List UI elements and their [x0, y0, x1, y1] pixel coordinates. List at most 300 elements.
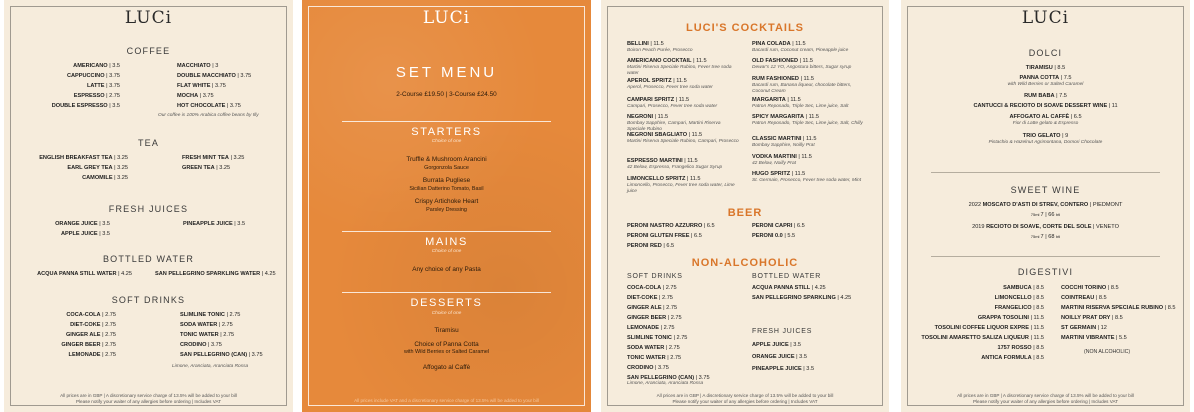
- menu-item: [4, 220, 110, 228]
- dessert-item: Tiramisu: [434, 327, 459, 334]
- soft-drinks-heading: SOFT DRINKS: [627, 273, 683, 280]
- item-name: VODKA MARTINI: [752, 154, 797, 160]
- item-price: | 11.5: [804, 114, 820, 120]
- item-name: RUM FASHIONED: [752, 76, 799, 82]
- menu-item: [901, 304, 1044, 312]
- item-name: PERONI CAPRI: [752, 223, 793, 229]
- item-name: LATTE: [86, 83, 105, 89]
- starters-choice: Choice of one: [431, 139, 462, 144]
- item-price: | 8.5: [1031, 285, 1044, 291]
- dessert-item: [901, 102, 1190, 110]
- starters-heading: STARTERS: [411, 126, 482, 138]
- cocktail-ingredients: 42 Below, Noilly Prat: [752, 161, 796, 166]
- menu-item: [752, 365, 814, 373]
- brand-logo: LUCi: [422, 8, 471, 28]
- cocktail-ingredients: St. Germain, Prosecco, Fever tree soda water, Mint: [752, 178, 862, 183]
- menu-item: [4, 321, 116, 329]
- menu-item: [901, 354, 1044, 362]
- item-name: PINA COLADA: [752, 41, 791, 47]
- item-name: SLIMLINE TONIC: [627, 335, 672, 341]
- item-price: | 6.5: [1069, 114, 1082, 120]
- item-name: CAMPARI SPRITZ: [627, 97, 675, 103]
- item-name: LIMONCELLO SPRITZ: [627, 176, 686, 182]
- item-name: GINGER ALE: [65, 332, 101, 338]
- menu-item: [4, 154, 128, 162]
- menu-item: [4, 270, 132, 278]
- cocktail-ingredients: Dewar's 12 YO, Angostura bitters, Sugar syrup: [752, 65, 852, 70]
- menu-page-desserts: [901, 0, 1190, 412]
- item-name: TONIC WATER: [180, 332, 219, 338]
- item-price: | 2.75: [666, 315, 682, 321]
- item-price: | 8.5: [1106, 285, 1119, 291]
- item-name: PERONI RED: [627, 243, 662, 249]
- dessert-item: [901, 92, 1190, 100]
- item-name: SAN PELLEGRINO SPARKLING WATER: [155, 271, 261, 277]
- item-name: COINTREAU: [1061, 295, 1095, 301]
- glass-price: 7 |: [1040, 212, 1049, 218]
- item-name: NEGRONI SBAGLIATO: [627, 132, 688, 138]
- item-name: 1757 ROSSO: [997, 345, 1032, 351]
- item-price: | 11.5: [1028, 325, 1044, 331]
- glass-label: 75ml: [1030, 212, 1041, 217]
- item-name: APEROL SPRITZ: [627, 78, 672, 84]
- item-price: | 11.5: [671, 78, 687, 84]
- menu-item: [627, 232, 702, 240]
- footer-line-1: All prices are in GBP | A discretionary service charge of 13.5% will be added to your bill: [60, 393, 237, 398]
- item-price: | 2.75: [657, 295, 673, 301]
- dessert-item: Affogato al Caffè: [422, 364, 471, 371]
- cocktail-item: [752, 153, 812, 161]
- menu-item: [4, 102, 120, 110]
- item-name: FRESH MINT TEA: [182, 155, 229, 161]
- desserts-heading: DESSERTS: [410, 297, 483, 309]
- dolci-heading: DOLCI: [1028, 48, 1063, 58]
- item-name: SAN PELLEGRINO (CAN): [180, 352, 248, 358]
- menu-item: [183, 220, 245, 228]
- beer-heading: BEER: [727, 207, 763, 219]
- dessert-item: [901, 74, 1190, 82]
- item-price: | 8.5: [1163, 305, 1176, 311]
- dessert-description: Fior di Latte gelato & Espresso: [1012, 121, 1079, 126]
- wine-region: | VENETO: [1091, 224, 1119, 230]
- item-price: | 5.5: [782, 233, 796, 239]
- item-price: | 2.75: [104, 93, 120, 99]
- cocktail-item: [752, 75, 814, 83]
- digestivi-note: (NON ALCOHOLIC): [1084, 349, 1131, 355]
- cocktail-item: [752, 96, 801, 104]
- item-name: DOUBLE MACCHIATO: [177, 73, 236, 79]
- item-name: ST GERMAIN: [1061, 325, 1097, 331]
- bottle-price: 68: [1048, 234, 1056, 240]
- item-name: AMERICANO COCKTAIL: [627, 58, 692, 64]
- item-price: | 11: [1107, 103, 1118, 109]
- item-price: | 3.75: [247, 352, 263, 358]
- cocktail-ingredients: Aperol, Prosecco, Fever tree soda water: [627, 85, 713, 90]
- divider: [342, 292, 551, 293]
- dessert-item: [901, 132, 1190, 140]
- fresh-juices-heading: FRESH JUICES: [752, 328, 813, 335]
- menu-item: [182, 154, 244, 162]
- menu-item: [627, 354, 681, 362]
- mains-heading: MAINS: [425, 236, 468, 248]
- menu-item: [752, 284, 826, 292]
- item-name: PINEAPPLE JUICE: [183, 221, 233, 227]
- menu-item: [4, 331, 116, 339]
- cocktail-item: [752, 113, 819, 121]
- dessert-item: [901, 113, 1190, 121]
- mains-choice: Choice of one: [431, 249, 462, 254]
- menu-item: [1061, 294, 1179, 302]
- cocktail-item: [627, 40, 664, 48]
- menu-item: [4, 341, 116, 349]
- item-name: SLIMLINE TONIC: [180, 312, 225, 318]
- item-price: | 2.75: [218, 332, 235, 338]
- cocktail-item: [627, 113, 668, 121]
- item-price: | 3.5: [97, 221, 110, 227]
- soft-note: Limone, Aranciata, Aranciata Rossa: [627, 381, 704, 386]
- item-name: CRODINO: [180, 342, 207, 348]
- bottle-price: 66: [1048, 212, 1056, 218]
- item-price: | 11.5: [796, 154, 812, 160]
- item-name: TOSOLINI AMARETTO SALIZA LIQUEUR: [921, 335, 1029, 341]
- item-price: | 6.5: [702, 223, 715, 229]
- item-price: | 8.5: [1031, 355, 1044, 361]
- set-menu-footer: All prices include VAT and a discretionary service charge of 13.5% will be added to your bill: [354, 398, 539, 403]
- menu-item: [901, 314, 1044, 322]
- starter-item: Crispy Artichoke Heart: [414, 198, 479, 205]
- menu-page-cocktails: [601, 0, 889, 412]
- mains-item: Any choice of any Pasta: [412, 266, 481, 273]
- menu-item: [627, 314, 682, 322]
- item-name: CAMOMILE: [82, 175, 113, 181]
- item-price: | 8.5: [1110, 315, 1123, 321]
- cocktail-item: [752, 40, 806, 48]
- menu-item: [4, 174, 128, 182]
- item-name: GINGER BEER: [61, 342, 101, 348]
- menu-item: [901, 324, 1044, 332]
- item-price: | 2.75: [659, 325, 675, 331]
- item-price: | 3.5: [107, 103, 120, 109]
- menu-item: [155, 270, 276, 278]
- cocktail-ingredients: Boiron Peach Purée, Prosecco: [627, 48, 693, 53]
- item-price: | 6.5: [689, 233, 702, 239]
- tea-heading: TEA: [137, 138, 160, 148]
- sweet-wine-prices: [901, 211, 1190, 219]
- coffee-note: Our coffee is 100% Arabica coffee beans by Illy: [158, 113, 259, 118]
- footer-line-1: All prices are in GBP | A discretionary service charge of 13.5% will be added to your bill: [656, 393, 834, 398]
- item-price: | 4.25: [260, 271, 276, 277]
- item-price: | 2.75: [217, 322, 233, 328]
- menu-item: [177, 72, 251, 80]
- cocktail-ingredients: Bacardi rum, Coconut cream, Pineapple juice: [752, 48, 849, 53]
- item-name: PERONI GLUTEN FREE: [627, 233, 690, 239]
- menu-item: [752, 232, 795, 240]
- menu-item: [901, 284, 1044, 292]
- item-name: TOSOLINI COFFEE LIQUOR EXPRE: [934, 325, 1029, 331]
- item-name: COCA-COLA: [66, 312, 101, 318]
- item-name: APPLE JUICE: [752, 342, 789, 348]
- cocktail-ingredients: Martini Riserva Speciale Rubino, Campari, Prosecco: [627, 139, 739, 144]
- divider: [342, 231, 551, 232]
- starter-item: Truffle & Mushroom Arancini: [406, 156, 487, 163]
- item-name: COCCHI TORINO: [1061, 285, 1107, 291]
- starter-description: Gorgonzola Sauce: [424, 165, 469, 171]
- item-price: | 3.75: [210, 83, 226, 89]
- dessert-item: Choice of Panna Cotta: [414, 341, 479, 348]
- water-heading: BOTTLED WATER: [102, 254, 195, 264]
- item-price: | 11.5: [798, 58, 814, 64]
- item-name: DIET-COKE: [627, 295, 658, 301]
- item-price: | 11.5: [653, 114, 669, 120]
- item-name: EARL GREY TEA: [67, 165, 113, 171]
- item-price: | 3.75: [104, 83, 120, 89]
- item-name: MACCHIATO: [177, 63, 211, 69]
- starter-description: Sicilian Datterino Tomato, Basil: [409, 186, 484, 192]
- item-price: | 2.75: [661, 285, 677, 291]
- item-price: | 11.5: [687, 132, 703, 138]
- item-price: | 5.5: [1114, 335, 1127, 341]
- menu-item: [1061, 314, 1179, 322]
- menu-item: [901, 294, 1044, 302]
- wine-year: 2019: [972, 224, 987, 230]
- bottle-label: btl: [1056, 212, 1061, 217]
- item-price: | 3.25: [112, 155, 128, 161]
- footer-line-2: Please notify your waiter of any allergies before ordering | Includes VAT: [972, 399, 1119, 404]
- item-price: | 11.5: [648, 41, 664, 47]
- glass-price: 7 |: [1040, 234, 1049, 240]
- item-name: BELLINI: [627, 41, 649, 47]
- brand-logo: LUCi: [124, 8, 173, 28]
- item-price: | 3.25: [228, 155, 245, 161]
- item-name: NEGRONI: [627, 114, 654, 120]
- footer-line-1: All prices are in GBP | A discretionary service charge of 13.5% will be added to your bill: [957, 393, 1134, 398]
- item-price: | 7.5: [1059, 75, 1072, 81]
- item-name: CRODINO: [627, 365, 654, 371]
- item-name: ANTICA FORMULA: [981, 355, 1032, 361]
- cocktail-item: [627, 77, 687, 85]
- item-price: | 3.75: [206, 342, 222, 348]
- footer-line-2: Please notify your waiter of any allergies before ordering | Includes VAT: [672, 399, 818, 404]
- menu-item: [1061, 284, 1179, 292]
- menu-item: [177, 92, 214, 100]
- item-price: | 2.75: [100, 342, 116, 348]
- item-name: GINGER BEER: [627, 315, 667, 321]
- cocktail-ingredients: Campari, Prosecco, Fever tree soda water: [627, 104, 718, 109]
- item-price: | 11.5: [801, 136, 817, 142]
- menu-item: [180, 351, 263, 359]
- item-name: ENGLISH BREAKFAST TEA: [39, 155, 113, 161]
- item-price: | 3.25: [214, 165, 231, 171]
- item-price: | 3.25: [112, 165, 128, 171]
- set-menu-title: SET MENU: [395, 64, 498, 81]
- item-price: | 2.75: [661, 305, 678, 311]
- cocktail-item: [627, 96, 689, 104]
- item-name: PINEAPPLE JUICE: [752, 366, 802, 372]
- dessert-description: with Wild Berries or Salted Caramel: [403, 349, 490, 355]
- bottled-water-heading: BOTTLED WATER: [752, 273, 822, 280]
- menu-item: [177, 82, 226, 90]
- soft-note: Limone, Aranciata, Aranciata Rossa: [172, 364, 249, 369]
- item-name: SODA WATER: [627, 345, 665, 351]
- item-price: | 3.75: [104, 73, 120, 79]
- item-name: GINGER ALE: [627, 305, 662, 311]
- menu-item: [180, 321, 233, 329]
- item-price: | 2.75: [664, 345, 680, 351]
- item-price: | 11.5: [691, 58, 707, 64]
- menu-item: [901, 334, 1044, 342]
- item-name: SAN PELLEGRINO (CAN): [627, 375, 695, 381]
- item-price: | 11.5: [1028, 335, 1044, 341]
- bottle-label: btl: [1056, 234, 1061, 239]
- menu-item: [4, 311, 116, 319]
- menu-item: [182, 164, 230, 172]
- menu-item: [752, 353, 807, 361]
- item-name: AFFOGATO AL CAFFÈ: [1009, 114, 1070, 120]
- item-name: CAPPUCCINO: [66, 73, 105, 79]
- menu-item: [627, 304, 677, 312]
- item-price: | 3.5: [794, 354, 807, 360]
- item-price: | 12: [1096, 325, 1107, 331]
- menu-item: [180, 311, 240, 319]
- item-price: | 3.75: [653, 365, 669, 371]
- item-name: CLASSIC MARTINI: [752, 136, 802, 142]
- item-name: FRANGELICO: [994, 305, 1032, 311]
- wine-name: RECIOTO DI SOAVE, CORTE DEL SOLE: [986, 224, 1092, 230]
- cocktail-item: [627, 131, 702, 139]
- menu-item: [4, 351, 116, 359]
- menu-item: [4, 92, 120, 100]
- menu-item: [627, 222, 715, 230]
- menu-item: [180, 341, 222, 349]
- item-price: | 11.5: [682, 158, 698, 164]
- menu-item: [627, 284, 677, 292]
- menu-item: [177, 102, 241, 110]
- pricing: 2-Course £19.50 | 3-Course £24.50: [396, 91, 497, 98]
- item-name: ACQUA PANNA STILL WATER: [37, 271, 117, 277]
- digestivi-heading: DIGESTIVI: [1017, 267, 1074, 277]
- item-price: | 7.5: [1054, 93, 1067, 99]
- item-price: | 11.5: [785, 97, 801, 103]
- item-name: ESPRESSO: [73, 93, 105, 99]
- cocktails-heading: LUCI'S COCKTAILS: [685, 22, 805, 34]
- item-price: | 8.5: [1031, 345, 1044, 351]
- item-price: | 2.75: [100, 322, 116, 328]
- item-name: DOUBLE ESPRESSO: [51, 103, 108, 109]
- item-name: MARGARITA: [752, 97, 786, 103]
- menu-item: [4, 230, 110, 238]
- item-name: LIMONCELLO: [994, 295, 1032, 301]
- item-name: LEMONADE: [68, 352, 101, 358]
- item-name: CANTUCCI & RECIOTO DI SOAVE DESSERT WINE: [973, 103, 1108, 109]
- cocktail-ingredients: Bombay Sapphire, Noilly Prat: [752, 143, 815, 148]
- cocktail-item: [627, 175, 700, 183]
- divider: [931, 256, 1160, 257]
- item-name: TRIO GELATO: [1022, 133, 1061, 139]
- menu-item: [1061, 324, 1179, 332]
- divider: [342, 121, 551, 122]
- starter-description: Parsley Dressing: [426, 207, 467, 213]
- item-name: APPLE JUICE: [60, 231, 98, 237]
- item-price: | 2.75: [100, 352, 116, 358]
- item-name: PANNA COTTA: [1019, 75, 1060, 81]
- cocktail-ingredients: Patron Reposado, Triple Sec, Lime juice, Salt, Chilly: [752, 121, 863, 126]
- sweet-wine-item: [901, 223, 1190, 231]
- item-price: | 6.5: [661, 243, 675, 249]
- item-price: | 3.5: [801, 366, 815, 372]
- item-price: | 4.25: [116, 271, 132, 277]
- cocktail-ingredients: Bombay Sapphire, Campari, Martini Riserva Speciale Rubino: [627, 121, 721, 132]
- item-price: | 3.5: [97, 231, 110, 237]
- item-price: | 3.25: [112, 175, 128, 181]
- item-name: ORANGE JUICE: [752, 354, 795, 360]
- item-name: RUM BABA: [1024, 93, 1055, 99]
- item-name: DIET-COKE: [70, 322, 101, 328]
- menu-item: [4, 72, 120, 80]
- menu-item: [627, 242, 674, 250]
- menu-item: [4, 82, 120, 90]
- item-price: | 8.5: [1052, 65, 1066, 71]
- item-name: TONIC WATER: [627, 355, 666, 361]
- cocktail-ingredients: Martini Riserva Speciale Rubino, Fever tree soda water: [627, 65, 732, 76]
- menu-item: [752, 341, 801, 349]
- glass-label: 75ml: [1030, 234, 1041, 239]
- menu-item: [627, 294, 673, 302]
- menu-item: [627, 334, 687, 342]
- wine-name: MOSCATO D'ASTI DI STREV, CONTERO: [982, 202, 1089, 208]
- item-name: NOILLY PRAT DRY: [1061, 315, 1111, 321]
- menu-page-set-menu: [302, 0, 591, 412]
- item-price: | 11.5: [790, 41, 806, 47]
- item-price: | 11.5: [798, 76, 814, 82]
- item-name: FLAT WHITE: [177, 83, 211, 89]
- item-price: | 11.5: [685, 176, 701, 182]
- menu-page-drinks: [4, 0, 293, 412]
- menu-item: [1061, 334, 1179, 342]
- dessert-description: Pistachio & Hazelnut Agrimontana, Domori Chocolate: [988, 140, 1103, 145]
- item-name: GREEN TEA: [182, 165, 215, 171]
- cocktail-item: [627, 157, 698, 165]
- cocktail-item: [752, 170, 805, 178]
- menu-item: [752, 222, 805, 230]
- item-price: | 2.75: [671, 335, 688, 341]
- item-price: | 3: [210, 63, 219, 69]
- desserts-choice: Choice of one: [431, 311, 462, 316]
- menu-item: [627, 344, 680, 352]
- menu-item: [901, 344, 1044, 352]
- non-alcoholic-heading: NON-ALCOHOLIC: [691, 257, 799, 269]
- item-name: COCA-COLA: [627, 285, 662, 291]
- item-price: | 3.5: [788, 342, 802, 348]
- item-name: MOCHA: [177, 93, 199, 99]
- item-price: | 3.5: [232, 221, 246, 227]
- cocktail-ingredients: Limoncello, Prosecco, Fever tree soda water, Lime juice: [627, 183, 735, 194]
- item-price: | 8.5: [1094, 295, 1107, 301]
- item-name: PERONI NASTRO AZZURRO: [627, 223, 703, 229]
- item-price: | 6.5: [792, 223, 805, 229]
- starter-item: Burrata Pugliese: [422, 177, 471, 184]
- menu-item: [4, 164, 128, 172]
- item-name: AMERICANO: [73, 63, 108, 69]
- item-price: | 3.5: [107, 63, 120, 69]
- item-price: | 11.5: [790, 171, 806, 177]
- item-price: | 11.5: [674, 97, 690, 103]
- menu-item: [1061, 304, 1179, 312]
- item-name: SPICY MARGARITA: [752, 114, 805, 120]
- item-price: | 9: [1060, 133, 1069, 139]
- item-name: MARTINI VIBRANTE: [1061, 335, 1115, 341]
- item-name: ESPRESSO MARTINI: [627, 158, 683, 164]
- menu-item: [177, 62, 218, 70]
